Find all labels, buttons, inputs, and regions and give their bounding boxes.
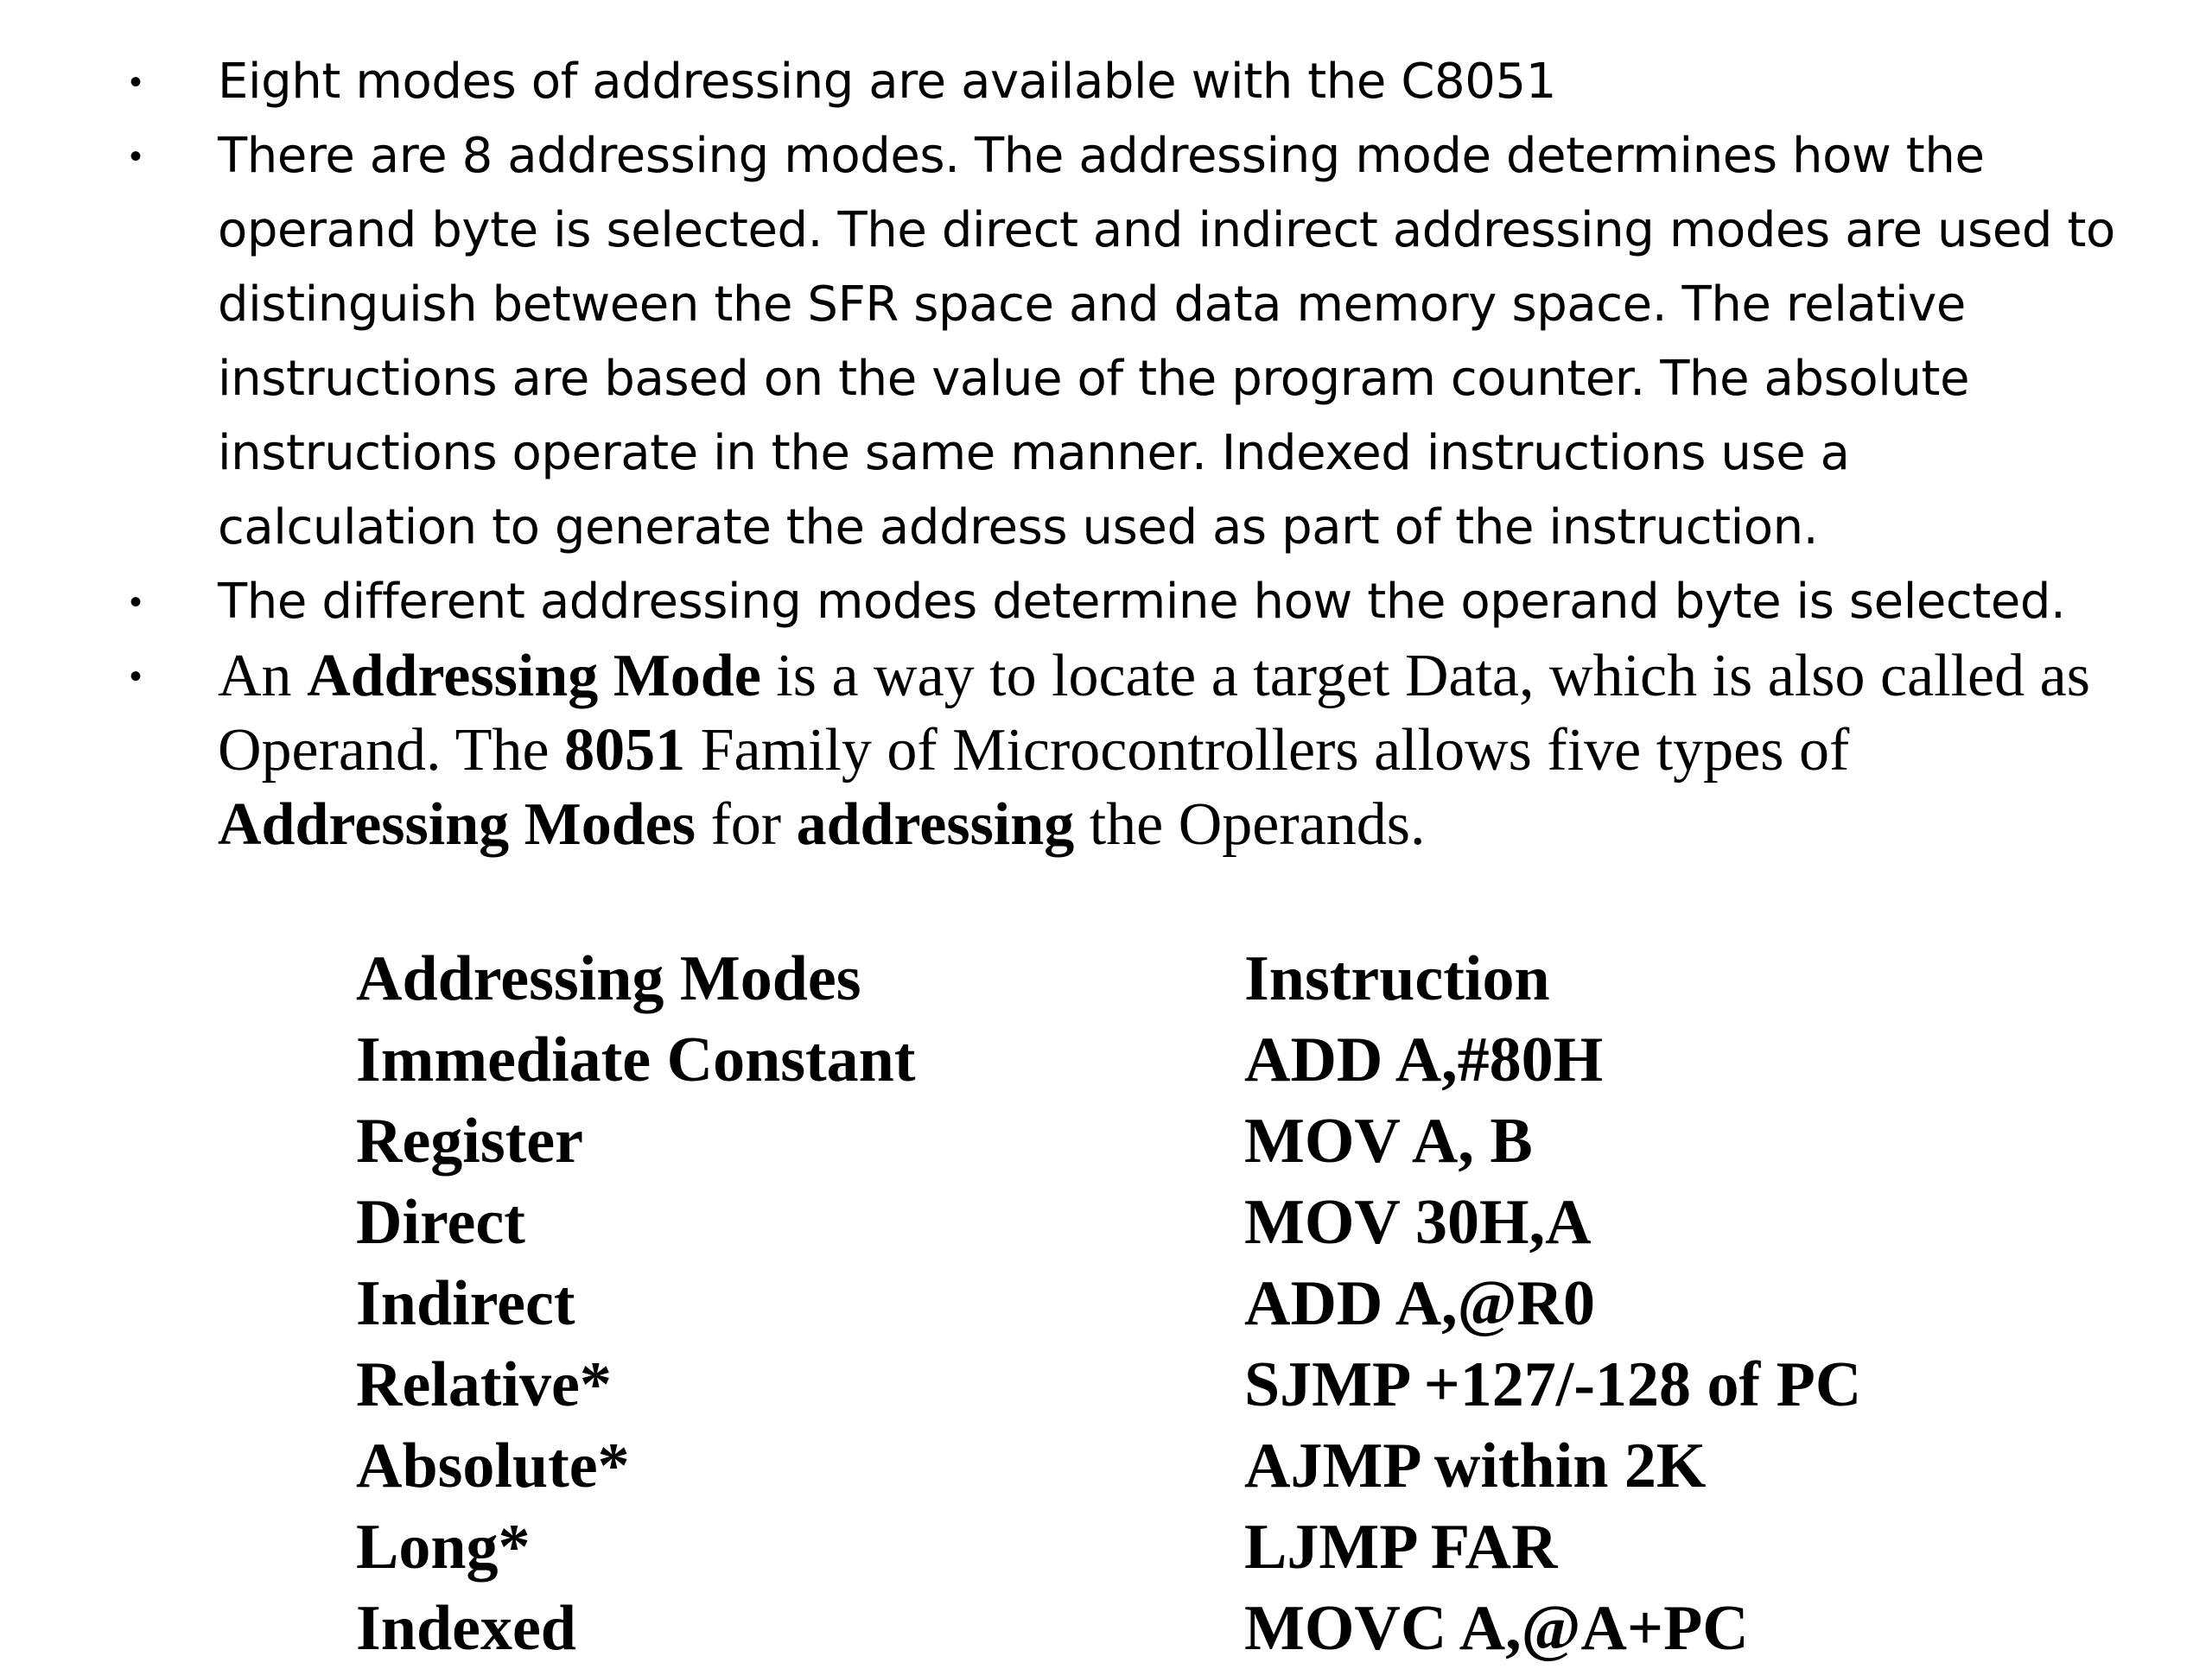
bullet-text: Eight modes of addressing are available with the C8051	[218, 54, 1556, 110]
table-row	[356, 1344, 1861, 1425]
bullet-text: There are 8 addressing modes. The addressing mode determines how the operand byte is selected. The direct and indirect addressing modes are used to distinguish between the SFR space and data memory space. The relative instructions are based on the value of the program counter. The absolute instructions operate in the same manner. Indexed instructions use a calculation to generate the address used as part of the instruction.	[218, 128, 2115, 555]
bold-term: Addressing Modes	[218, 791, 696, 858]
text-segment: An	[218, 643, 308, 709]
table-row	[356, 1263, 1861, 1344]
bullet-list	[130, 45, 2117, 862]
mode-cell: Long*	[356, 1512, 531, 1583]
instruction-cell: SJMP +127/-128 of PC	[1244, 1349, 1862, 1420]
table-row	[356, 1019, 1861, 1101]
bullet-item	[130, 45, 2117, 119]
mode-cell: Immediate Constant	[356, 1025, 916, 1095]
instruction-cell: AJMP within 2K	[1244, 1431, 1707, 1501]
mode-cell: Direct	[356, 1187, 525, 1258]
text-segment: is a way to locate a target Data, which is also called as Operand. The	[218, 643, 2090, 784]
bullet-item	[130, 639, 2117, 862]
bullet-dot-icon: •	[130, 583, 142, 621]
bullet-item	[130, 119, 2117, 565]
header-addressing-modes: Addressing Modes	[356, 943, 861, 1014]
instruction-cell: LJMP FAR	[1244, 1512, 1558, 1583]
text-segment: the Operands.	[1074, 791, 1426, 858]
bullet-dot-icon: •	[130, 63, 142, 101]
table-header-row	[356, 938, 1861, 1019]
instruction-cell: MOVC A,@A+PC	[1244, 1593, 1749, 1664]
bold-term: addressing	[796, 791, 1075, 858]
header-instruction: Instruction	[1244, 943, 1550, 1014]
text-segment: Family of Microcontrollers allows five types of	[685, 717, 1850, 784]
instruction-cell: MOV 30H,A	[1244, 1187, 1592, 1258]
mode-cell: Absolute*	[356, 1431, 630, 1501]
instruction-cell: ADD A,@R0	[1244, 1268, 1595, 1339]
bullet-dot-icon: •	[130, 137, 142, 175]
table-row	[356, 1101, 1861, 1182]
mode-cell: Indirect	[356, 1268, 575, 1339]
bullet-dot-icon: •	[130, 657, 143, 695]
addressing-modes-table	[356, 938, 1861, 1669]
mode-cell: Register	[356, 1106, 583, 1177]
table-row	[356, 1425, 1861, 1507]
bold-term: 8051	[564, 717, 686, 784]
bullet-text	[218, 643, 2090, 858]
text-segment: for	[695, 791, 797, 858]
mode-cell: Indexed	[356, 1593, 576, 1664]
bold-term: Addressing Mode	[307, 643, 761, 709]
bullet-item	[130, 565, 2117, 639]
bullet-text: The different addressing modes determine how the operand byte is selected.	[218, 574, 2066, 630]
table-row	[356, 1588, 1861, 1669]
instruction-cell: MOV A, B	[1244, 1106, 1533, 1177]
table-row	[356, 1507, 1861, 1588]
mode-cell: Relative*	[356, 1349, 612, 1420]
table-row	[356, 1182, 1861, 1263]
instruction-cell: ADD A,#80H	[1244, 1025, 1604, 1095]
